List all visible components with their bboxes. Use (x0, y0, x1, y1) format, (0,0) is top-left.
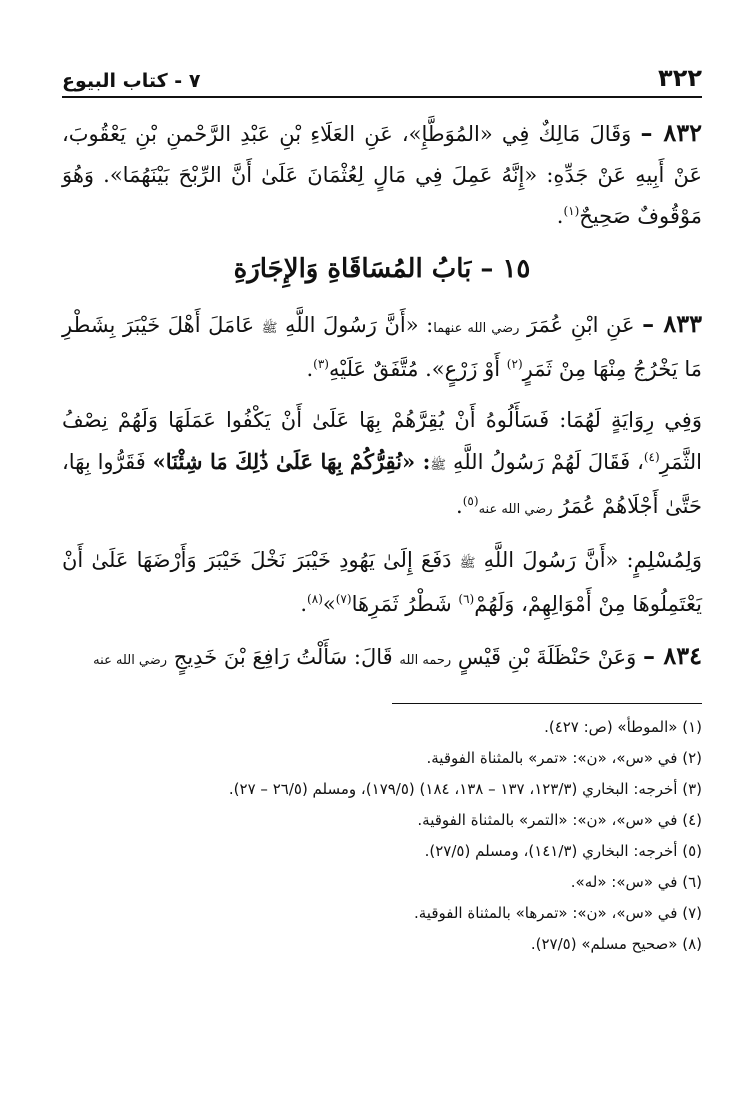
hadith-834 (62, 635, 702, 681)
book-page (62, 50, 702, 960)
section-heading: ١٥ – بَابُ المُسَاقَاةِ وَالإِجَارَةِ (233, 254, 531, 284)
honorific-glyph: ﷺ (430, 458, 447, 473)
footnote-ref: (٦) (458, 592, 475, 606)
page-number: ٣٢٢ (658, 64, 702, 92)
footnote-item: (٨) «صحيح مسلم» (٢٧/٥). (530, 935, 702, 953)
riwaya-text: ، فَقَالَ لَهُمْ رَسُولُ اللَّهِ (452, 450, 644, 474)
closing-quote: » (322, 592, 336, 616)
footnote-item: (٣) أخرجه: البخاري (١٢٣/٣، ١٣٧ – ١٣٨، ١٨٤) (١٧٩/٥)، ومسلم (٢٦/٥ – ٢٧). (228, 780, 702, 798)
footnote-ref: (٤) (643, 450, 660, 464)
hadith-text: عَامَلَ أَهْلَ خَيْبَرَ بِشَطْرِ مَا يَخْرُجُ مِنْهَا مِنْ ثَمَرٍ (62, 313, 702, 381)
footnote-item: (٧) في «س»، «ن»: «تمرها» بالمثناة الفوقية. (414, 904, 702, 922)
footnote-item: (٤) في «س»، «ن»: «التمر» بالمثناة الفوقية. (417, 811, 702, 829)
hadith-833: ٨٣٣ – عَنِ ابْنِ عُمَرَ رضي الله عنهما: «أَنَّ رَسُولَ اللَّهِ ﷺ عَامَلَ أَهْلَ خَيْبَرَ بِشَطْرِ مَا يَخْرُجُ مِنْهَا مِنْ ثَمَرٍ$^{(٢)}$ أَوْ زَرْعٍ». مُتَّفَقٌ عَلَيْهِ$^{(٣)}$. (62, 309, 702, 381)
footnote-ref: (٣) (313, 357, 329, 371)
riwaya-text: فَقَرُّوا بِهَا، حَتَّىٰ أَجْلَاهُمْ عُمَرُ (62, 450, 702, 518)
hadith-text: : «أَنَّ رَسُولَ اللَّهِ (285, 313, 434, 337)
riwaya-text: دَفَعَ إِلَىٰ يَهُودِ خَيْبَرَ نَخْلَ خَيْبَرَ وَأَرْضَهَا عَلَىٰ أَنْ يَعْتَمِلُوهَا مِنْ أَمْوَالِهِمْ، وَلَهُمْ (62, 548, 702, 616)
hadith-text: وَعَنْ حَنْظَلَةَ بْنِ قَيْسٍ (457, 645, 637, 669)
honorific-glyph: ﷺ (261, 321, 278, 336)
chapter-title: ٧ - كتاب البيوع (62, 70, 201, 92)
honorific-glyph: ﷺ (459, 556, 476, 571)
footnote-ref: (٧) (335, 592, 352, 606)
main-text (62, 112, 702, 681)
riwaya-text: وَلِمُسْلِمٍ: «أَنَّ رَسُولَ اللَّهِ (483, 548, 702, 572)
hadith-number: ٨٣٢ – (640, 118, 702, 147)
honorific-glyph: رحمه الله (399, 653, 452, 668)
footnote-item: (١) «الموطأ» (ص: ٤٢٧). (544, 718, 702, 736)
footnote-ref: (١) (563, 204, 580, 218)
footnote-divider (392, 703, 702, 704)
prophet-quote: : «نُقِرُّكُمْ بِهَا عَلَىٰ ذَٰلِكَ مَا شِئْنَا» (152, 449, 431, 474)
hadith-text: أَوْ زَرْعٍ». مُتَّفَقٌ عَلَيْهِ (328, 357, 501, 381)
footnote-item: (٦) في «س»: «له». (570, 873, 702, 891)
hadith-text: عَنِ ابْنِ عُمَرَ (526, 313, 635, 337)
honorific-glyph: رضي الله عنه (478, 502, 553, 517)
honorific-glyph: رضي الله عنهما (433, 321, 520, 336)
riwaya-muslim: وَلِمُسْلِمٍ: «أَنَّ رَسُولَ اللَّهِ ﷺ دَفَعَ إِلَىٰ يَهُودِ خَيْبَرَ نَخْلَ خَيْبَرَ وَأَرْضَهَا عَلَىٰ أَنْ يَعْتَمِلُوهَا مِنْ أَمْوَالِهِمْ، وَلَهُمْ$^{(٦)}$ شَطْرُ ثَمَرِهَا$^{(٧)}$»$^{(٨)}$. (62, 548, 702, 616)
riwaya-lahuma: وَفِي رِوَايَةٍ لَهُمَا: فَسَأَلُوهُ أَنْ يُقِرَّهُمْ بِهَا عَلَىٰ أَنْ يَكْفُوا عَمَلَهَا وَلَهُمْ نِصْفُ الثَّمَرِ$^{(٤)}$، فَقَالَ لَهُمْ رَسُولُ اللَّهِ ﷺ: «نُقِرُّكُمْ بِهَا عَلَىٰ ذَٰلِكَ مَا شِئْنَا» فَقَرُّوا بِهَا، حَتَّىٰ أَجْلَاهُمْ عُمَرُ رضي الله عنه$^{(٥)}$. (62, 408, 702, 518)
hadith-832: ٨٣٢ – وَقَالَ مَالِكٌ فِي «المُوَطَّإِ»، عَنِ العَلَاءِ بْنِ عَبْدِ الرَّحْمنِ بْنِ يَعْقُوبَ، عَنْ أَبِيهِ عَنْ جَدِّهِ: «إِنَّهُ عَمِلَ فِي مَالٍ لِعُثْمَانَ عَلَىٰ أَنَّ الرِّبْحَ بَيْنَهُمَا». وَهُوَ مَوْقُوفٌ صَحِيحٌ$^{(١)}$. (62, 118, 702, 228)
footnote-ref: (٥) (462, 494, 479, 508)
riwaya-text: وَفِي رِوَايَةٍ لَهُمَا: فَسَأَلُوهُ أَنْ يُقِرَّهُمْ بِهَا عَلَىٰ أَنْ يَكْفُوا عَمَلَهَا وَلَهُمْ نِصْفُ الثَّمَرِ (62, 408, 702, 474)
footnote-ref: (٨) (307, 592, 323, 606)
honorific-glyph: رضي الله عنه (93, 653, 168, 668)
footnote-item: (٢) في «س»، «ن»: «تمر» بالمثناة الفوقية. (426, 749, 702, 767)
hadith-number: ٨٣٣ – (642, 309, 702, 338)
footnote-ref: (٢) (506, 357, 523, 371)
hadith-number: ٨٣٤ – (642, 641, 702, 670)
hadith-text: وَقَالَ مَالِكٌ فِي «المُوَطَّإِ»، عَنِ العَلَاءِ بْنِ عَبْدِ الرَّحْمنِ بْنِ يَعْقُوبَ، عَنْ أَبِيهِ عَنْ جَدِّهِ: «إِنَّهُ عَمِلَ فِي مَالٍ لِعُثْمَانَ عَلَىٰ أَنَّ الرِّبْحَ بَيْنَهُمَا». وَهُوَ مَوْقُوفٌ صَحِيحٌ (62, 122, 702, 228)
footnotes (62, 712, 702, 960)
hadith-text: قَالَ: سَأَلْتُ رَافِعَ بْنَ خَدِيجٍ (173, 645, 393, 669)
footnote-item: (٥) أخرجه: البخاري (١٤١/٣)، ومسلم (٢٧/٥). (424, 842, 702, 860)
page-header (62, 50, 702, 98)
riwaya-text: شَطْرُ ثَمَرِهَا (351, 592, 452, 616)
